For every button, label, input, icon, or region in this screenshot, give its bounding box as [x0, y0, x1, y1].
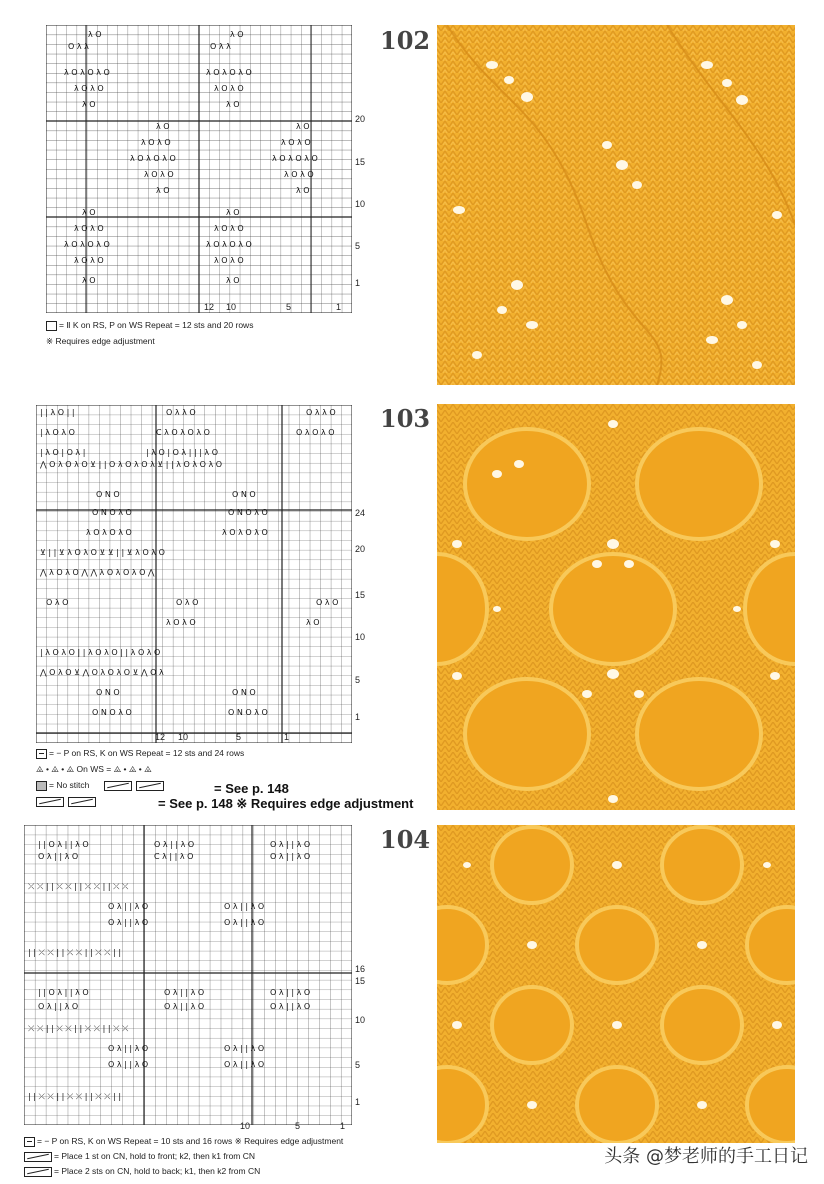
chart-104-col-label: 1: [340, 1121, 346, 1131]
svg-text:O N O λ O: O N O λ O: [92, 708, 132, 717]
svg-text:λ O λ O: λ O λ O: [166, 618, 196, 627]
svg-text:O λ | | λ O: O λ | | λ O: [224, 918, 265, 927]
svg-text:O λ | | λ O: O λ | | λ O: [154, 840, 195, 849]
svg-text:O λ O: O λ O: [176, 598, 199, 607]
chart-102-row-label: 15: [355, 157, 366, 167]
chart-104-row-label: 1: [355, 1097, 361, 1107]
svg-text:λ O: λ O: [156, 122, 170, 131]
svg-text:| λ O | O λ | | | λ O: | λ O | O λ | | | λ O: [146, 448, 218, 457]
svg-text:O λ | | λ O: O λ | | λ O: [270, 840, 311, 849]
svg-text:λ O: λ O: [82, 100, 96, 109]
svg-text:λ O λ O λ O: λ O λ O λ O: [206, 240, 252, 249]
chart-104-row-label: 10: [355, 1015, 366, 1025]
svg-text:| | O λ | | λ O: | | O λ | | λ O: [38, 988, 89, 997]
svg-text:λ O λ O: λ O λ O: [74, 84, 104, 93]
purl-stitch-icon: [36, 749, 47, 759]
chart-102-row-label: 5: [355, 241, 361, 251]
see-page-note-edge: = See p. 148 ※ Requires edge adjustment: [158, 796, 414, 811]
pattern-number-103: 103: [380, 404, 431, 433]
svg-text:O λ | | λ O: O λ | | λ O: [108, 1044, 149, 1053]
cross-stitch-icon: [68, 797, 96, 807]
svg-text:C λ O λ O λ O: C λ O λ O λ O: [156, 428, 210, 437]
svg-text:λ O λ O: λ O λ O: [144, 170, 174, 179]
chart-104-row-label: 16: [355, 964, 366, 974]
legend-102-line2: ※ Requires edge adjustment: [46, 336, 155, 346]
svg-text:λ O: λ O: [88, 30, 102, 39]
chart-103-grid: [36, 405, 352, 743]
svg-text:O λ | | λ O: O λ | | λ O: [38, 852, 79, 861]
chart-104-row-label: 15: [355, 976, 366, 986]
svg-text:λ O λ O: λ O λ O: [74, 256, 104, 265]
svg-text:λ O λ O λ O: λ O λ O λ O: [86, 528, 132, 537]
right-cable-icon: [24, 1152, 52, 1162]
chart-102-grid: [46, 25, 352, 313]
chart-103-row-label: 24: [355, 508, 366, 518]
cross-stitch-icon: [36, 797, 64, 807]
chart-102-col-label: 10: [226, 302, 237, 312]
svg-text:O λ | | λ O: O λ | | λ O: [164, 1002, 205, 1011]
svg-text:O λ | | λ O: O λ | | λ O: [108, 1060, 149, 1069]
svg-text:| | ⤫ ⤫ | | ⤫ ⤫ | | ⤫ ⤫ | |: | | ⤫ ⤫ | | ⤫ ⤫ | | ⤫ ⤫ | |: [28, 1092, 122, 1101]
svg-text:C λ | | λ O: C λ | | λ O: [154, 852, 194, 861]
see-page-note: = See p. 148: [214, 781, 289, 796]
svg-text:O λ λ: O λ λ: [210, 42, 231, 51]
chart-104-grid: [24, 825, 352, 1125]
svg-text:λ O: λ O: [230, 30, 244, 39]
legend-103-line1: = − P on RS, K on WS Repeat = 12 sts and 24 rows: [36, 748, 244, 759]
chart-102-col-label: 1: [336, 302, 342, 312]
chart-104-col-label: 5: [295, 1121, 301, 1131]
svg-text:⋀ O λ O ⊻ ⋀ O λ O λ O ⊻ ⋀ O λ: ⋀ O λ O ⊻ ⋀ O λ O λ O ⊻ ⋀ O λ: [40, 668, 164, 677]
svg-text:O N O: O N O: [232, 688, 256, 697]
legend-104-line3: = Place 2 sts on CN, hold to back; k1, then k2 from CN: [24, 1166, 260, 1177]
chart-102-row-label: 1: [355, 278, 361, 288]
watermark-text: 头条 @梦老师的手工日记: [604, 1146, 808, 1167]
svg-text:λ O: λ O: [82, 276, 96, 285]
svg-text:λ O λ O λ O: λ O λ O λ O: [130, 154, 176, 163]
svg-text:λ O: λ O: [296, 186, 310, 195]
svg-text:λ O λ O: λ O λ O: [284, 170, 314, 179]
chart-102: [46, 25, 352, 313]
chart-103-col-label: 5: [236, 732, 242, 742]
svg-text:λ O λ O λ O: λ O λ O λ O: [222, 528, 268, 537]
legend-102-line1: = Ⅱ K on RS, P on WS Repeat = 12 sts and 20 rows: [46, 320, 253, 331]
chart-103-col-label: 10: [178, 732, 189, 742]
svg-text:| λ O λ O | | λ O λ O | | λ O: | λ O λ O | | λ O λ O | | λ O λ O: [40, 648, 161, 657]
svg-text:O N O λ O: O N O λ O: [92, 508, 132, 517]
svg-text:λ O λ O λ O: λ O λ O λ O: [272, 154, 318, 163]
svg-text:λ O: λ O: [226, 100, 240, 109]
svg-text:λ O: λ O: [82, 208, 96, 217]
svg-text:O λ λ O: O λ λ O: [166, 408, 196, 417]
no-stitch-icon: [36, 781, 47, 791]
chart-102-row-label: 10: [355, 199, 366, 209]
legend-103-line2: ⨻ • ⨻ • ⨻ On WS = ⨻ • ⨻ • ⨻: [36, 764, 152, 774]
swatch-104: [437, 825, 795, 1143]
svg-text:O N O: O N O: [96, 688, 120, 697]
svg-text:O λ | | λ O: O λ | | λ O: [224, 902, 265, 911]
legend-104-line1: = − P on RS, K on WS Repeat = 10 sts and 16 rows ※ Requires edge adjustment: [24, 1136, 343, 1147]
purl-stitch-icon: [24, 1137, 35, 1147]
svg-text:O λ O λ O: O λ O λ O: [296, 428, 335, 437]
svg-text:⤫ ⤫ | | ⤫ ⤫ | | ⤫ ⤫ | | ⤫ ⤫: ⤫ ⤫ | | ⤫ ⤫ | | ⤫ ⤫ | | ⤫ ⤫: [28, 1024, 129, 1033]
svg-text:λ O λ O: λ O λ O: [141, 138, 171, 147]
swatch-103: [437, 404, 795, 810]
legend-104-line2: = Place 1 st on CN, hold to front; k2, then k1 from CN: [24, 1151, 255, 1162]
swatch-102: [437, 25, 795, 385]
legend-103-line5-icons: [36, 796, 98, 807]
svg-text:λ O λ O: λ O λ O: [214, 84, 244, 93]
chart-103-row-label: 20: [355, 544, 366, 554]
chart-102-col-label: 12: [204, 302, 215, 312]
chart-104-col-label: 10: [240, 1121, 251, 1131]
svg-text:O λ O: O λ O: [316, 598, 339, 607]
svg-text:O λ | | λ O: O λ | | λ O: [38, 1002, 79, 1011]
svg-text:O λ | | λ O: O λ | | λ O: [164, 988, 205, 997]
svg-text:O N O: O N O: [232, 490, 256, 499]
chart-103: [36, 405, 352, 743]
svg-text:O λ | | λ O: O λ | | λ O: [224, 1044, 265, 1053]
svg-text:O λ | | λ O: O λ | | λ O: [108, 918, 149, 927]
svg-text:⋀ λ O λ O ⋀ ⋀ λ O λ O λ O ⋀: ⋀ λ O λ O ⋀ ⋀ λ O λ O λ O ⋀: [40, 568, 155, 577]
svg-text:O λ O: O λ O: [46, 598, 69, 607]
svg-text:| | λ O | |: | | λ O | |: [40, 408, 75, 417]
chart-103-row-label: 5: [355, 675, 361, 685]
left-cable-icon: [24, 1167, 52, 1177]
chart-103-col-label: 1: [284, 732, 290, 742]
cable-symbol-icon: [104, 781, 132, 791]
svg-text:O λ | | λ O: O λ | | λ O: [270, 988, 311, 997]
svg-text:O λ | | λ O: O λ | | λ O: [270, 1002, 311, 1011]
svg-text:λ O: λ O: [306, 618, 320, 627]
svg-text:O λ | | λ O: O λ | | λ O: [108, 902, 149, 911]
svg-text:O N O λ O: O N O λ O: [228, 708, 268, 717]
chart-103-row-label: 15: [355, 590, 366, 600]
svg-text:O λ λ O: O λ λ O: [306, 408, 336, 417]
svg-text:λ O λ O λ O: λ O λ O λ O: [206, 68, 252, 77]
svg-text:O λ | | λ O: O λ | | λ O: [270, 852, 311, 861]
pattern-number-104: 104: [380, 825, 431, 854]
svg-text:λ O λ O: λ O λ O: [74, 224, 104, 233]
svg-text:λ O λ O: λ O λ O: [214, 256, 244, 265]
svg-text:| | ⤫ ⤫ | | ⤫ ⤫ | | ⤫ ⤫ | |: | | ⤫ ⤫ | | ⤫ ⤫ | | ⤫ ⤫ | |: [28, 948, 122, 957]
legend-103-line3: = No stitch: [36, 780, 166, 791]
lace-swatch-image: [437, 404, 795, 810]
svg-text:λ O λ O: λ O λ O: [214, 224, 244, 233]
svg-text:O N O: O N O: [96, 490, 120, 499]
svg-text:λ O: λ O: [226, 276, 240, 285]
svg-text:λ O: λ O: [296, 122, 310, 131]
svg-text:| | O λ | | λ O: | | O λ | | λ O: [38, 840, 89, 849]
svg-text:| λ O | O λ |: | λ O | O λ |: [40, 448, 86, 457]
cable-symbol-icon: [136, 781, 164, 791]
svg-text:O N O λ O: O N O λ O: [228, 508, 268, 517]
lace-swatch-image: [437, 25, 795, 385]
chart-103-row-label: 10: [355, 632, 366, 642]
lace-swatch-image: [437, 825, 795, 1143]
svg-text:λ O: λ O: [226, 208, 240, 217]
svg-text:λ O λ O λ O: λ O λ O λ O: [64, 68, 110, 77]
svg-text:| λ O λ O: | λ O λ O: [40, 428, 75, 437]
svg-text:⤫ ⤫ | | ⤫ ⤫ | | ⤫ ⤫ | | ⤫ ⤫: ⤫ ⤫ | | ⤫ ⤫ | | ⤫ ⤫ | | ⤫ ⤫: [28, 882, 129, 891]
chart-104-row-label: 5: [355, 1060, 361, 1070]
svg-text:O λ λ: O λ λ: [68, 42, 89, 51]
chart-102-col-label: 5: [286, 302, 292, 312]
chart-102-row-label: 20: [355, 114, 366, 124]
svg-text:O λ | | λ O: O λ | | λ O: [224, 1060, 265, 1069]
svg-text:λ O λ O λ O: λ O λ O λ O: [64, 240, 110, 249]
svg-text:λ O λ O: λ O λ O: [281, 138, 311, 147]
pattern-number-102: 102: [380, 26, 431, 55]
chart-104: [24, 825, 352, 1125]
svg-text:λ O: λ O: [156, 186, 170, 195]
svg-text:⋀ O λ O λ O ⊻ | | O λ O λ O λ: ⋀ O λ O λ O ⊻ | | O λ O λ O λ ⊻ | | λ O λ O λ O: [40, 460, 223, 469]
chart-103-col-label: 12: [155, 732, 166, 742]
blank-stitch-icon: [46, 321, 57, 331]
svg-text:⊻ | | ⊻ λ O λ O ⊻ ⊻ | | ⊻ λ O: ⊻ | | ⊻ λ O λ O ⊻ ⊻ | | ⊻ λ O λ O: [40, 548, 165, 557]
chart-103-row-label: 1: [355, 712, 361, 722]
